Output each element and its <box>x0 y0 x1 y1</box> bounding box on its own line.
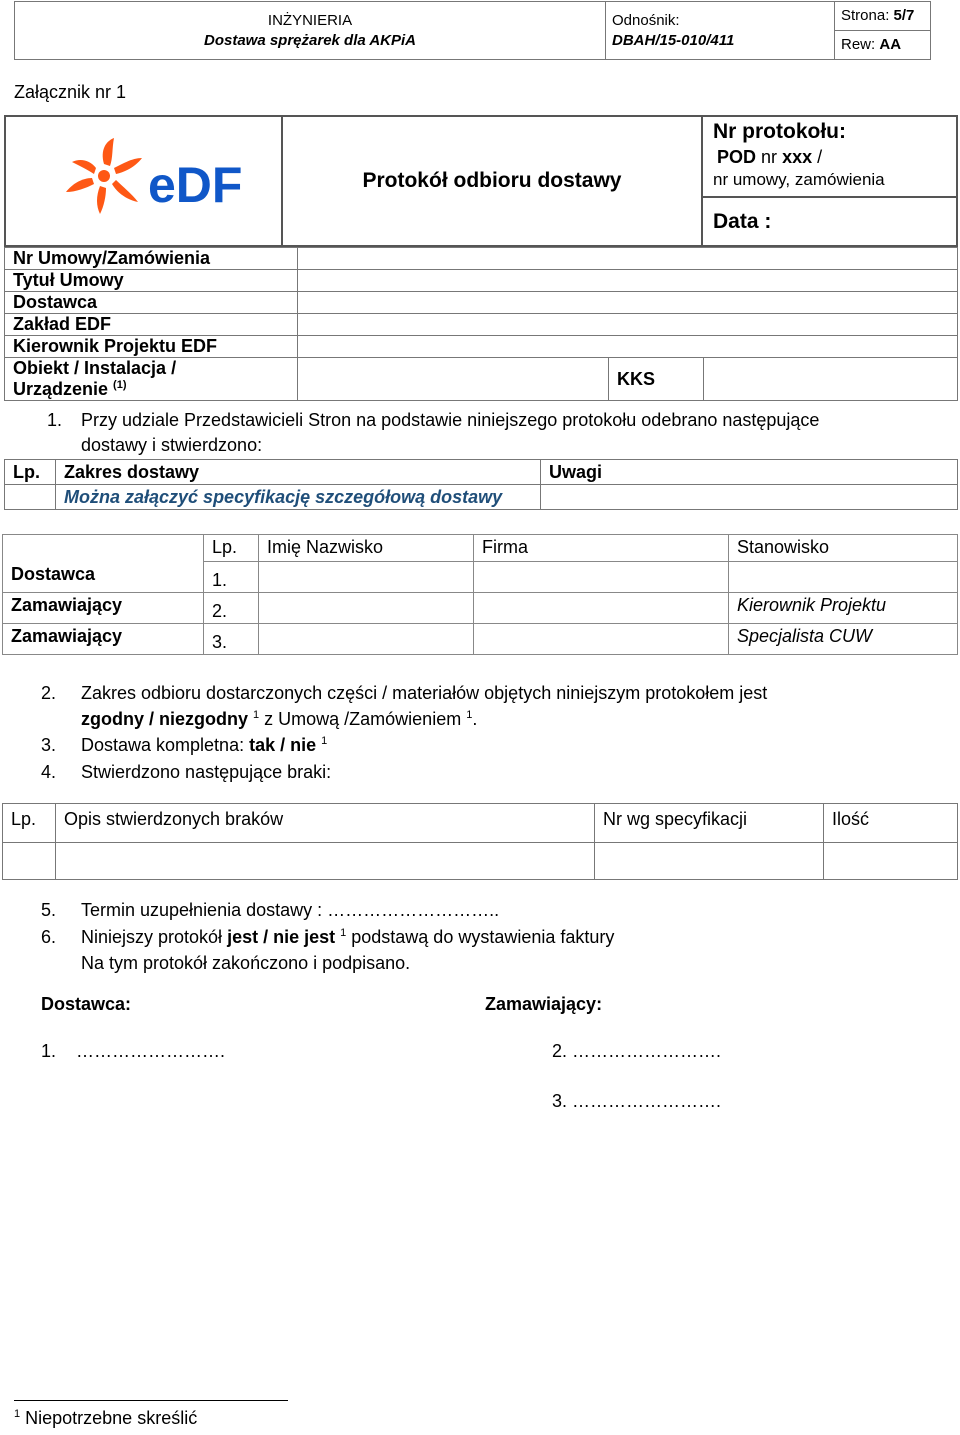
defects-cell-qty[interactable] <box>824 843 958 880</box>
section-3 <box>41 733 327 757</box>
header-page-cell <box>835 2 931 31</box>
header-page-label: Strona: <box>841 7 890 24</box>
info-row-value[interactable] <box>298 248 958 270</box>
section-1-line1: Przy udziale Przedstawicieli Stron na podstawie niniejszego protokołu odebrano następujące <box>81 410 820 430</box>
section-3-bold: tak / nie <box>249 735 317 755</box>
section-2-line1: Zakres odbioru dostarczonych części / materiałów objętych niniejszym protokołem jest <box>81 683 768 703</box>
header-ref-cell <box>606 2 835 60</box>
section-6-sup: 1 <box>340 927 347 939</box>
document-header <box>14 1 931 60</box>
protocol-title: Protokół odbioru dostawy <box>282 116 702 246</box>
persons-name[interactable] <box>259 562 474 593</box>
protocol-pod: POD <box>717 147 757 167</box>
section-2-end: . <box>472 709 478 729</box>
info-row-value[interactable] <box>298 292 958 314</box>
header-subject-cell <box>15 2 606 60</box>
defects-col-spec: Nr wg specyfikacji <box>595 804 824 843</box>
object-note: (1) <box>113 379 127 391</box>
section-5 <box>41 898 499 922</box>
persons-lp: 1. <box>204 562 259 593</box>
protocol-number-cell <box>702 116 957 197</box>
header-dept: INŻYNIERIA <box>267 11 353 29</box>
section-6-text2: podstawą do wystawienia faktury <box>346 927 615 947</box>
date-label: Data : <box>702 197 957 246</box>
delivery-col-lp: Lp. <box>5 460 56 485</box>
info-row-label: Kierownik Projektu EDF <box>5 336 298 358</box>
delivery-hint: Można załączyć specyfikację szczegółową dostawy <box>56 485 541 510</box>
persons-name[interactable] <box>259 623 474 654</box>
defects-cell-lp[interactable] <box>3 843 56 880</box>
kks-value[interactable] <box>704 358 958 401</box>
defects-col-lp: Lp. <box>3 804 56 843</box>
section-1-num: 1. <box>47 410 63 430</box>
section-3-text: Dostawa kompletna: <box>81 735 250 755</box>
persons-role: Dostawca <box>3 562 204 593</box>
delivery-cell-lp[interactable] <box>5 485 56 510</box>
info-row-value[interactable] <box>298 336 958 358</box>
contract-info-table <box>4 247 958 401</box>
section-1 <box>47 408 819 458</box>
section-6 <box>41 925 614 975</box>
persons-position: Specjalista CUW <box>729 623 958 654</box>
delivery-table <box>4 459 958 510</box>
section-4-num: 4. <box>41 762 57 782</box>
persons-col-name: Imię Nazwisko <box>259 535 474 562</box>
kks-label: KKS <box>609 358 704 401</box>
section-2-bold: zgodny / niezgodny <box>81 709 248 729</box>
section-4-text: Stwierdzono następujące braki: <box>81 762 332 782</box>
delivery-cell-notes[interactable] <box>541 485 958 510</box>
object-label-line2: Urządzenie <box>13 379 109 399</box>
section-6-bold: jest / nie jest <box>227 927 336 947</box>
footnote-sup: 1 <box>14 1408 21 1420</box>
persons-lp: 2. <box>204 592 259 623</box>
supplier-label: Dostawca: <box>41 994 132 1014</box>
section-2 <box>41 681 767 731</box>
defects-cell-spec[interactable] <box>595 843 824 880</box>
protocol-slash: / <box>817 147 823 167</box>
object-label-cell <box>5 358 298 401</box>
persons-company[interactable] <box>474 592 729 623</box>
footnote-divider <box>14 1400 288 1401</box>
section-2-num: 2. <box>41 683 57 703</box>
header-rev-cell <box>835 31 931 60</box>
defects-col-desc: Opis stwierdzonych braków <box>56 804 595 843</box>
protocol-contract-line: nr umowy, zamówienia <box>713 170 885 189</box>
persons-col-position: Stanowisko <box>729 535 958 562</box>
persons-lp: 3. <box>204 623 259 654</box>
defects-table <box>2 803 958 880</box>
section-2-sup1: 1 <box>253 709 260 721</box>
delivery-col-scope: Zakres dostawy <box>56 460 541 485</box>
persons-col-lp: Lp. <box>204 535 259 562</box>
footnote <box>14 1408 197 1429</box>
edf-logo-icon <box>60 136 260 226</box>
section-2-sup2: 1 <box>466 709 473 721</box>
persons-company[interactable] <box>474 623 729 654</box>
persons-role: Zamawiający <box>3 623 204 654</box>
info-row-label: Nr Umowy/Zamówienia <box>5 248 298 270</box>
header-page-value: 5/7 <box>893 7 915 24</box>
section-2-rest: z Umową /Zamówieniem <box>259 709 467 729</box>
defects-cell-desc[interactable] <box>56 843 595 880</box>
header-rev-value: AA <box>879 36 902 53</box>
footnote-text: Niepotrzebne skreślić <box>20 1408 198 1428</box>
object-value[interactable] <box>298 358 609 401</box>
header-subject: Dostawa sprężarek dla AKPiA <box>203 31 417 49</box>
info-row-label: Tytuł Umowy <box>5 270 298 292</box>
object-label-line1: Obiekt / Instalacja / <box>13 358 177 378</box>
section-1-line2: dostawy i stwierdzono: <box>81 435 263 455</box>
info-row-value[interactable] <box>298 314 958 336</box>
section-6-text1: Niniejszy protokół <box>81 927 228 947</box>
persons-role: Zamawiający <box>3 592 204 623</box>
signature-line-2[interactable]: 2. ……………………. <box>552 1041 722 1061</box>
attachment-label: Załącznik nr 1 <box>14 82 127 102</box>
section-3-num: 3. <box>41 735 57 755</box>
header-ref-value: DBAH/15-010/411 <box>612 31 735 49</box>
signature-line-1[interactable]: 1. ……………………. <box>41 1041 226 1061</box>
signature-line-3[interactable]: 3. ……………………. <box>552 1091 722 1111</box>
section-5-text: Termin uzupełnienia dostawy : ……………………….. <box>81 900 500 920</box>
section-6-line2: Na tym protokół zakończono i podpisano. <box>81 953 411 973</box>
protocol-number-label: Nr protokołu: <box>713 120 846 143</box>
section-3-sup: 1 <box>321 735 328 747</box>
info-row-value[interactable] <box>298 270 958 292</box>
section-5-num: 5. <box>41 900 57 920</box>
protocol-nr: nr <box>761 147 778 167</box>
defects-col-qty: Ilość <box>824 804 958 843</box>
section-6-num: 6. <box>41 927 57 947</box>
persons-table <box>2 534 958 655</box>
header-ref-label: Odnośnik: <box>612 11 680 29</box>
header-rev-label: Rew: <box>841 36 876 53</box>
persons-col-company: Firma <box>474 535 729 562</box>
persons-position <box>729 562 958 593</box>
protocol-xxx: xxx <box>782 147 813 167</box>
info-row-label: Dostawca <box>5 292 298 314</box>
persons-role-header <box>3 535 204 562</box>
persons-name[interactable] <box>259 592 474 623</box>
title-block <box>4 115 958 247</box>
protocol-number-line <box>713 145 946 169</box>
section-4 <box>41 760 331 784</box>
logo-cell <box>5 116 282 246</box>
delivery-col-notes: Uwagi <box>541 460 958 485</box>
edf-logo-text: eDF <box>148 157 243 213</box>
persons-company[interactable] <box>474 562 729 593</box>
info-row-label: Zakład EDF <box>5 314 298 336</box>
buyer-label: Zamawiający: <box>485 994 603 1014</box>
persons-position: Kierownik Projektu <box>729 592 958 623</box>
